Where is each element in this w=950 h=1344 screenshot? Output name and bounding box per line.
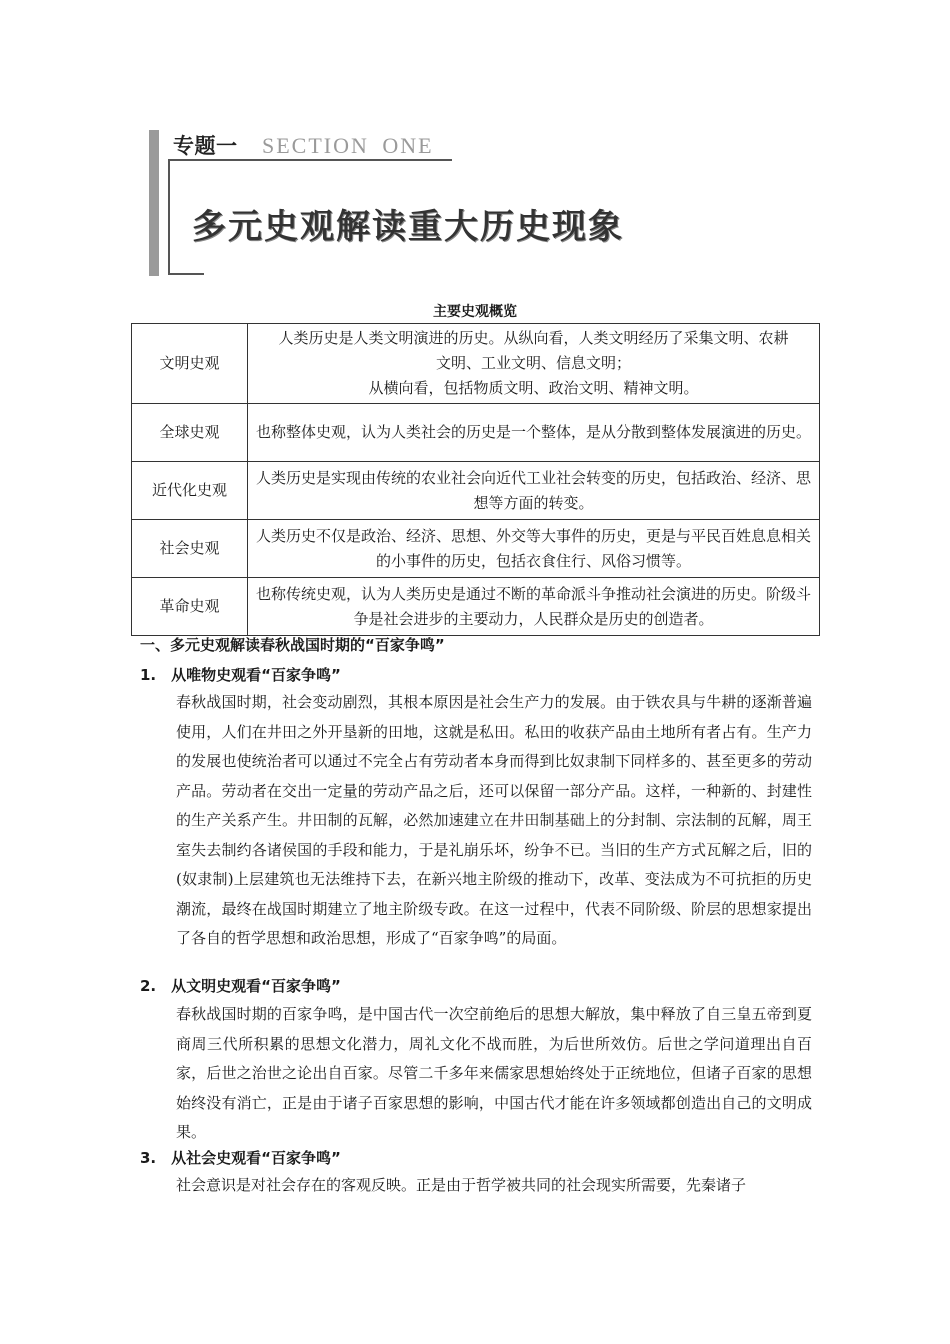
paragraph-1: 春秋战国时期，社会变动剧烈，其根本原因是社会生产力的发展。由于铁农具与牛耕的逐渐普遍使用，人们在井田之外开垦新的田地，这就是私田。私田的收获产品由土地所有者占有。生产力的发展也使统治者可以通过不完全占有劳动者本身而得到比奴隶制下同样多的、甚至更多的劳动产品。劳动者在交出一定量的劳动产品之后，还可以保留一部分产品。这样，一种新的、封建性的生产关系产生。井田制的瓦解，必然加速建立在井田制基础上的分封制、宗法制的瓦解，周王室失去制约各诸侯国的手段和能力，于是礼崩乐坏，纷争不已。当旧的生产方式瓦解之后，旧的(奴隶制)上层建筑也无法维持下去，在新兴地主阶级的推动下，改革、变法成为不可抗拒的历史潮流，最终在战国时期建立了地主阶级专政。在这一过程中，代表不同阶级、阶层的思想家提出了各自的哲学思想和政治思想，形成了“百家争鸣”的局面。 (176, 693, 812, 947)
subsection-heading-2: 2. 从文明史观看“百家争鸣” (140, 977, 341, 995)
row-desc: 也称传统史观，认为人类历史是通过不断的革命派斗争推动社会演进的历史。阶级斗争是社会进步的主要动力，人民群众是历史的创造者。 (248, 578, 820, 636)
row-desc-line: 文明、工业文明、信息文明； (435, 354, 631, 372)
subsection-heading-1: 1. 从唯物史观看“百家争鸣” (140, 666, 341, 684)
row-desc: 也称整体史观，认为人类社会的历史是一个整体，是从分散到整体发展演进的历史。 (248, 404, 820, 462)
row-desc: 人类历史是实现由传统的农业社会向近代工业社会转变的历史，包括政治、经济、思想等方面的转变。 (248, 462, 820, 520)
row-desc-line: 人类历史是人类文明演进的历史。从纵向看，人类文明经历了采集文明、农耕 (278, 329, 789, 347)
section-label: 专题一 (173, 134, 238, 158)
table-caption: 主要史观概览 (433, 304, 517, 320)
subsection-heading-3: 3. 从社会史观看“百家争鸣” (140, 1149, 341, 1167)
table-row (132, 578, 820, 636)
overview-table (131, 323, 820, 636)
page-title: 多元史观解读重大历史现象 (192, 207, 624, 247)
row-desc-line: 从横向看，包括物质文明、政治文明、精神文明。 (368, 379, 699, 397)
section-subtitle: SECTION ONE (262, 133, 434, 158)
header-frame-vertical (168, 160, 170, 274)
header-frame-bottom (168, 273, 204, 275)
row-name: 全球史观 (132, 404, 248, 462)
table-row (132, 404, 820, 462)
section-heading: 一、多元史观解读春秋战国时期的“百家争鸣” (140, 636, 445, 654)
row-name: 文明史观 (132, 324, 248, 404)
paragraph-3: 社会意识是对社会存在的客观反映。正是由于哲学被共同的社会现实所需要，先秦诸子 (176, 1176, 747, 1194)
row-desc (248, 324, 820, 404)
table-row (132, 462, 820, 520)
table-row (132, 520, 820, 578)
header-accent-bar (149, 130, 159, 276)
row-desc: 人类历史不仅是政治、经济、思想、外交等大事件的历史，更是与平民百姓息息相关的小事件的历史，包括衣食住行、风俗习惯等。 (248, 520, 820, 578)
row-name: 革命史观 (132, 578, 248, 636)
row-name: 社会史观 (132, 520, 248, 578)
paragraph-2: 春秋战国时期的百家争鸣，是中国古代一次空前绝后的思想大解放，集中释放了自三皇五帝到夏商周三代所积累的思想文化潜力，周礼文化不战而胜，为后世所效仿。后世之学问道理出自百家，后世之治世之论出自百家。尽管二千多年来儒家思想始终处于正统地位，但诸子百家的思想始终没有消亡，正是由于诸子百家思想的影响，中国古代才能在许多领域都创造出自己的文明成果。 (176, 1005, 812, 1141)
table-row (132, 324, 820, 404)
row-name: 近代化史观 (132, 462, 248, 520)
